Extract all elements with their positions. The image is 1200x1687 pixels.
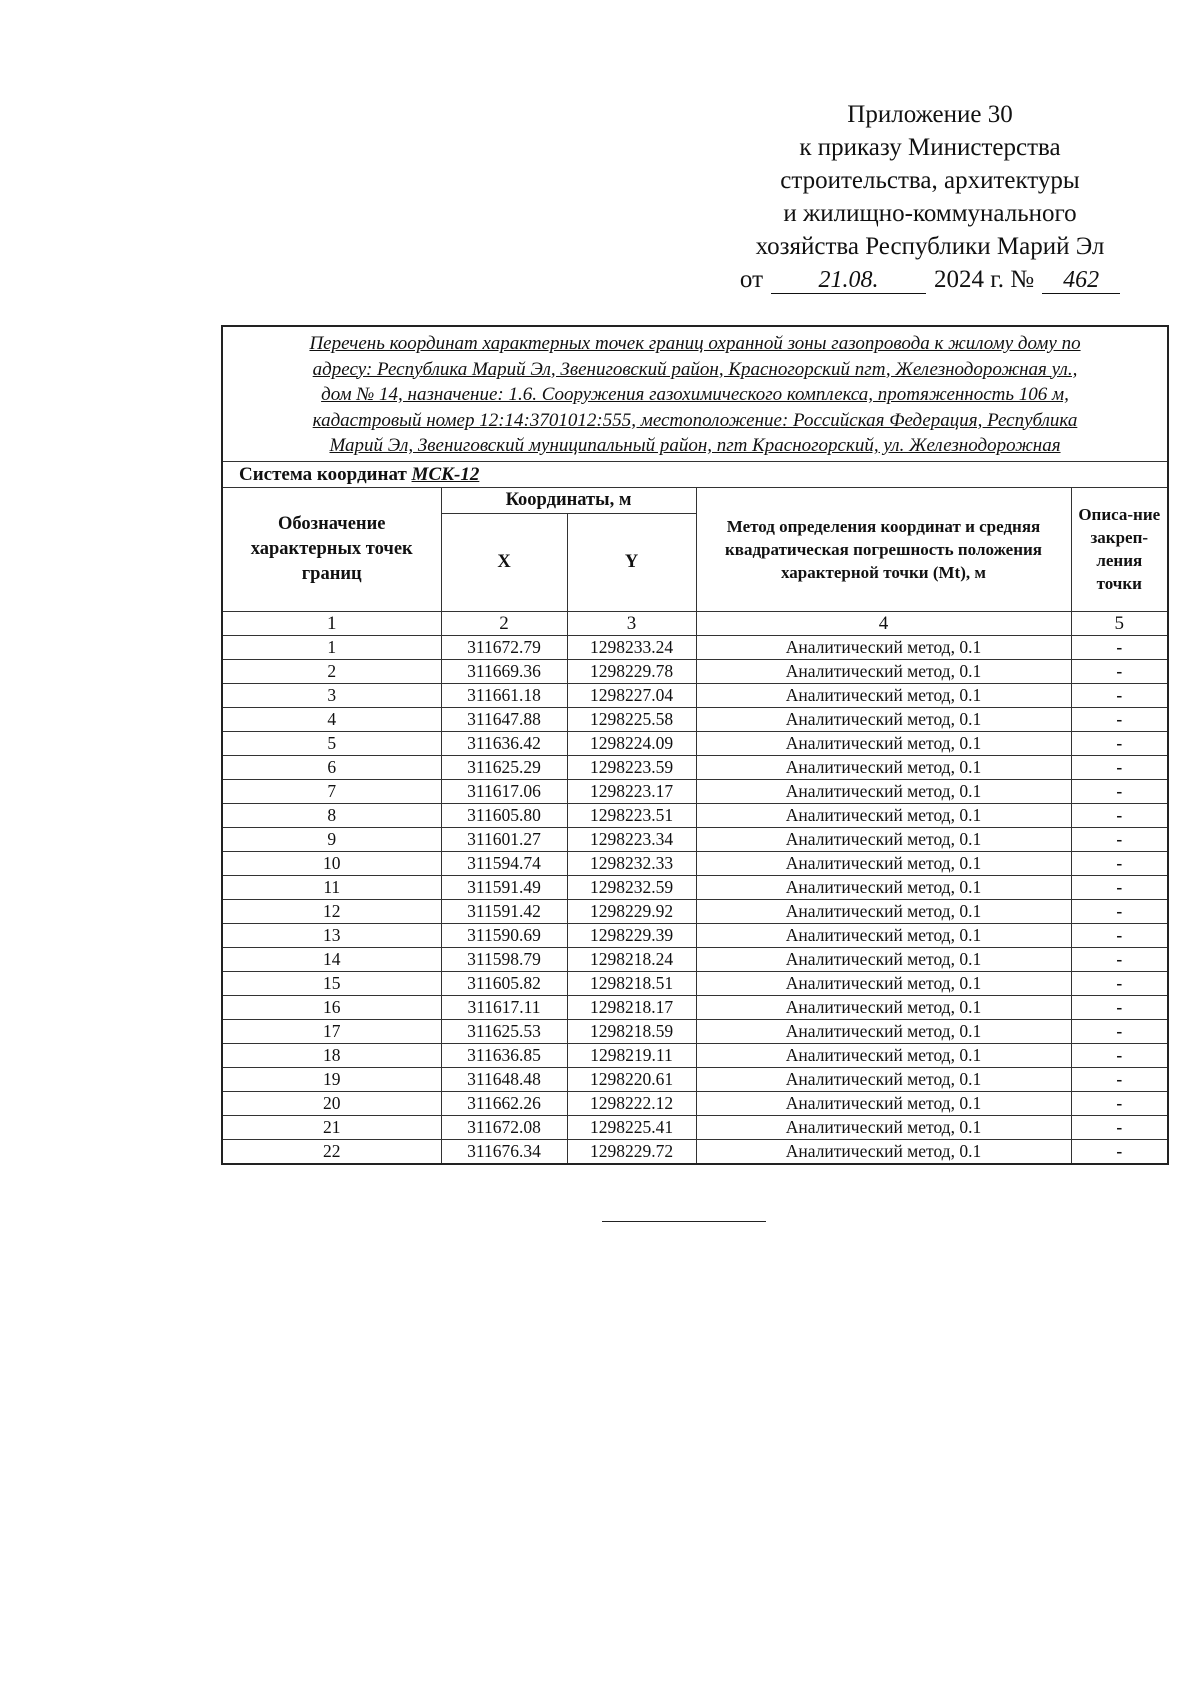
x-coordinate-cell: 311605.82 xyxy=(441,971,567,995)
y-coordinate-cell: 1298218.24 xyxy=(567,947,696,971)
x-coordinate-cell: 311617.11 xyxy=(441,995,567,1019)
closing-divider xyxy=(602,1221,766,1222)
table-row xyxy=(222,875,1168,899)
table-row xyxy=(222,827,1168,851)
col-header-x: X xyxy=(441,513,567,611)
table-title-line: Перечень координат характерных точек границ охранной зоны газопровода к жилому дому по xyxy=(309,333,1081,354)
x-coordinate-cell: 311598.79 xyxy=(441,947,567,971)
fixing-description-cell: - xyxy=(1071,1091,1168,1115)
fixing-description-cell: - xyxy=(1071,659,1168,683)
x-coordinate-cell: 311672.08 xyxy=(441,1115,567,1139)
coordinates-table xyxy=(221,325,1169,1165)
fixing-description-cell: - xyxy=(1071,899,1168,923)
point-number-cell: 8 xyxy=(222,803,441,827)
col-header-method: Метод определения координат и средняя квадратическая погрешность положения характерной точки (Mt), м xyxy=(696,487,1071,611)
col-header-points: Обозначение характерных точек границ xyxy=(222,487,441,611)
y-coordinate-cell: 1298232.59 xyxy=(567,875,696,899)
x-coordinate-cell: 311605.80 xyxy=(441,803,567,827)
x-coordinate-cell: 311648.48 xyxy=(441,1067,567,1091)
table-row xyxy=(222,659,1168,683)
x-coordinate-cell: 311617.06 xyxy=(441,779,567,803)
table-row xyxy=(222,995,1168,1019)
appendix-title: Приложение 30 xyxy=(847,101,1013,128)
col-header-description: Описа-ние закреп-ления точки xyxy=(1071,487,1168,611)
y-coordinate-cell: 1298232.33 xyxy=(567,851,696,875)
fixing-description-cell: - xyxy=(1071,827,1168,851)
x-coordinate-cell: 311661.18 xyxy=(441,683,567,707)
fixing-description-cell: - xyxy=(1071,923,1168,947)
method-cell: Аналитический метод, 0.1 xyxy=(696,1043,1071,1067)
fixing-description-cell: - xyxy=(1071,779,1168,803)
x-coordinate-cell: 311591.49 xyxy=(441,875,567,899)
method-cell: Аналитический метод, 0.1 xyxy=(696,1139,1071,1164)
fixing-description-cell: - xyxy=(1071,1043,1168,1067)
point-number-cell: 9 xyxy=(222,827,441,851)
point-number-cell: 21 xyxy=(222,1115,441,1139)
point-number-cell: 17 xyxy=(222,1019,441,1043)
date-prefix: от xyxy=(739,266,764,293)
column-index: 3 xyxy=(567,611,696,635)
point-number-cell: 13 xyxy=(222,923,441,947)
method-cell: Аналитический метод, 0.1 xyxy=(696,731,1071,755)
table-row xyxy=(222,1091,1168,1115)
point-number-cell: 20 xyxy=(222,1091,441,1115)
fixing-description-cell: - xyxy=(1071,1067,1168,1091)
fixing-description-cell: - xyxy=(1071,851,1168,875)
y-coordinate-cell: 1298229.39 xyxy=(567,923,696,947)
table-row xyxy=(222,851,1168,875)
method-cell: Аналитический метод, 0.1 xyxy=(696,899,1071,923)
method-cell: Аналитический метод, 0.1 xyxy=(696,995,1071,1019)
x-coordinate-cell: 311601.27 xyxy=(441,827,567,851)
fixing-description-cell: - xyxy=(1071,803,1168,827)
table-row xyxy=(222,755,1168,779)
x-coordinate-cell: 311636.85 xyxy=(441,1043,567,1067)
appendix-header xyxy=(700,98,1160,296)
method-cell: Аналитический метод, 0.1 xyxy=(696,803,1071,827)
year-label: 2024 г. № xyxy=(934,266,1035,293)
ministry-name-line-2: и жилищно-коммунального xyxy=(783,200,1077,227)
point-number-cell: 4 xyxy=(222,707,441,731)
method-cell: Аналитический метод, 0.1 xyxy=(696,659,1071,683)
fixing-description-cell: - xyxy=(1071,635,1168,659)
table-row xyxy=(222,731,1168,755)
table-row xyxy=(222,1043,1168,1067)
x-coordinate-cell: 311625.53 xyxy=(441,1019,567,1043)
point-number-cell: 5 xyxy=(222,731,441,755)
fixing-description-cell: - xyxy=(1071,731,1168,755)
method-cell: Аналитический метод, 0.1 xyxy=(696,635,1071,659)
x-coordinate-cell: 311590.69 xyxy=(441,923,567,947)
col-header-coordinates: Координаты, м xyxy=(441,487,696,513)
x-coordinate-cell: 311662.26 xyxy=(441,1091,567,1115)
y-coordinate-cell: 1298218.59 xyxy=(567,1019,696,1043)
column-index: 2 xyxy=(441,611,567,635)
point-number-cell: 16 xyxy=(222,995,441,1019)
method-cell: Аналитический метод, 0.1 xyxy=(696,683,1071,707)
table-title-line: Марий Эл, Звениговский муниципальный район, пгт Красногорский, ул. Железнодорожная xyxy=(329,435,1061,456)
column-index: 1 xyxy=(222,611,441,635)
y-coordinate-cell: 1298229.72 xyxy=(567,1139,696,1164)
point-number-cell: 10 xyxy=(222,851,441,875)
table-row xyxy=(222,1067,1168,1091)
point-number-cell: 11 xyxy=(222,875,441,899)
ministry-name-line: строительства, архитектуры xyxy=(780,167,1080,194)
method-cell: Аналитический метод, 0.1 xyxy=(696,947,1071,971)
y-coordinate-cell: 1298223.17 xyxy=(567,779,696,803)
y-coordinate-cell: 1298224.09 xyxy=(567,731,696,755)
y-coordinate-cell: 1298218.51 xyxy=(567,971,696,995)
point-number-cell: 18 xyxy=(222,1043,441,1067)
method-cell: Аналитический метод, 0.1 xyxy=(696,923,1071,947)
order-reference-line: к приказу Министерства xyxy=(799,134,1061,161)
fixing-description-cell: - xyxy=(1071,995,1168,1019)
point-number-cell: 15 xyxy=(222,971,441,995)
table-title xyxy=(222,326,1168,461)
method-cell: Аналитический метод, 0.1 xyxy=(696,851,1071,875)
method-cell: Аналитический метод, 0.1 xyxy=(696,1019,1071,1043)
y-coordinate-cell: 1298223.51 xyxy=(567,803,696,827)
handwritten-date: 21.08. xyxy=(771,267,926,294)
order-date-line xyxy=(700,263,1160,296)
coordinate-system-value: МСК-12 xyxy=(411,463,480,485)
x-coordinate-cell: 311676.34 xyxy=(441,1139,567,1164)
table-row xyxy=(222,1115,1168,1139)
table-row xyxy=(222,923,1168,947)
table-row xyxy=(222,683,1168,707)
point-number-cell: 3 xyxy=(222,683,441,707)
y-coordinate-cell: 1298225.41 xyxy=(567,1115,696,1139)
method-cell: Аналитический метод, 0.1 xyxy=(696,1067,1071,1091)
method-cell: Аналитический метод, 0.1 xyxy=(696,755,1071,779)
method-cell: Аналитический метод, 0.1 xyxy=(696,827,1071,851)
table-row xyxy=(222,803,1168,827)
fixing-description-cell: - xyxy=(1071,683,1168,707)
table-title-line: адресу: Республика Марий Эл, Звениговский район, Красногорский пгт, Железнодорожная ул., xyxy=(312,358,1078,380)
fixing-description-cell: - xyxy=(1071,1019,1168,1043)
table-title-line: кадастровый номер 12:14:3701012:555, местоположение: Российская Федерация, Республика xyxy=(312,409,1078,431)
y-coordinate-cell: 1298223.59 xyxy=(567,755,696,779)
col-header-y: Y xyxy=(567,513,696,611)
point-number-cell: 7 xyxy=(222,779,441,803)
fixing-description-cell: - xyxy=(1071,1115,1168,1139)
point-number-cell: 22 xyxy=(222,1139,441,1164)
ministry-name-line-3: хозяйства Республики Марий Эл xyxy=(755,233,1105,260)
fixing-description-cell: - xyxy=(1071,947,1168,971)
table-row xyxy=(222,1019,1168,1043)
method-cell: Аналитический метод, 0.1 xyxy=(696,779,1071,803)
y-coordinate-cell: 1298219.11 xyxy=(567,1043,696,1067)
fixing-description-cell: - xyxy=(1071,875,1168,899)
x-coordinate-cell: 311636.42 xyxy=(441,731,567,755)
column-index: 4 xyxy=(696,611,1071,635)
point-number-cell: 19 xyxy=(222,1067,441,1091)
table-row xyxy=(222,971,1168,995)
coordinate-system-label: Система координат xyxy=(239,463,407,485)
y-coordinate-cell: 1298229.78 xyxy=(567,659,696,683)
y-coordinate-cell: 1298233.24 xyxy=(567,635,696,659)
point-number-cell: 6 xyxy=(222,755,441,779)
point-number-cell: 1 xyxy=(222,635,441,659)
column-index: 5 xyxy=(1071,611,1168,635)
x-coordinate-cell: 311647.88 xyxy=(441,707,567,731)
fixing-description-cell: - xyxy=(1071,971,1168,995)
y-coordinate-cell: 1298222.12 xyxy=(567,1091,696,1115)
y-coordinate-cell: 1298223.34 xyxy=(567,827,696,851)
table-row xyxy=(222,707,1168,731)
y-coordinate-cell: 1298227.04 xyxy=(567,683,696,707)
fixing-description-cell: - xyxy=(1071,707,1168,731)
fixing-description-cell: - xyxy=(1071,1139,1168,1164)
x-coordinate-cell: 311625.29 xyxy=(441,755,567,779)
table-row xyxy=(222,779,1168,803)
table-row xyxy=(222,1139,1168,1164)
method-cell: Аналитический метод, 0.1 xyxy=(696,1091,1071,1115)
point-number-cell: 2 xyxy=(222,659,441,683)
point-number-cell: 14 xyxy=(222,947,441,971)
table-body xyxy=(222,635,1168,1164)
table-row xyxy=(222,947,1168,971)
y-coordinate-cell: 1298229.92 xyxy=(567,899,696,923)
y-coordinate-cell: 1298220.61 xyxy=(567,1067,696,1091)
column-index-row xyxy=(222,611,1168,635)
method-cell: Аналитический метод, 0.1 xyxy=(696,875,1071,899)
coordinate-system-row xyxy=(222,461,1168,487)
fixing-description-cell: - xyxy=(1071,755,1168,779)
x-coordinate-cell: 311672.79 xyxy=(441,635,567,659)
table-row xyxy=(222,899,1168,923)
method-cell: Аналитический метод, 0.1 xyxy=(696,707,1071,731)
x-coordinate-cell: 311669.36 xyxy=(441,659,567,683)
table-title-line: дом № 14, назначение: 1.6. Сооружения газохимического комплекса, протяженность 106 м, xyxy=(321,384,1069,405)
point-number-cell: 12 xyxy=(222,899,441,923)
x-coordinate-cell: 311591.42 xyxy=(441,899,567,923)
method-cell: Аналитический метод, 0.1 xyxy=(696,971,1071,995)
x-coordinate-cell: 311594.74 xyxy=(441,851,567,875)
y-coordinate-cell: 1298218.17 xyxy=(567,995,696,1019)
handwritten-order-number: 462 xyxy=(1042,267,1120,294)
table-row xyxy=(222,635,1168,659)
method-cell: Аналитический метод, 0.1 xyxy=(696,1115,1071,1139)
y-coordinate-cell: 1298225.58 xyxy=(567,707,696,731)
